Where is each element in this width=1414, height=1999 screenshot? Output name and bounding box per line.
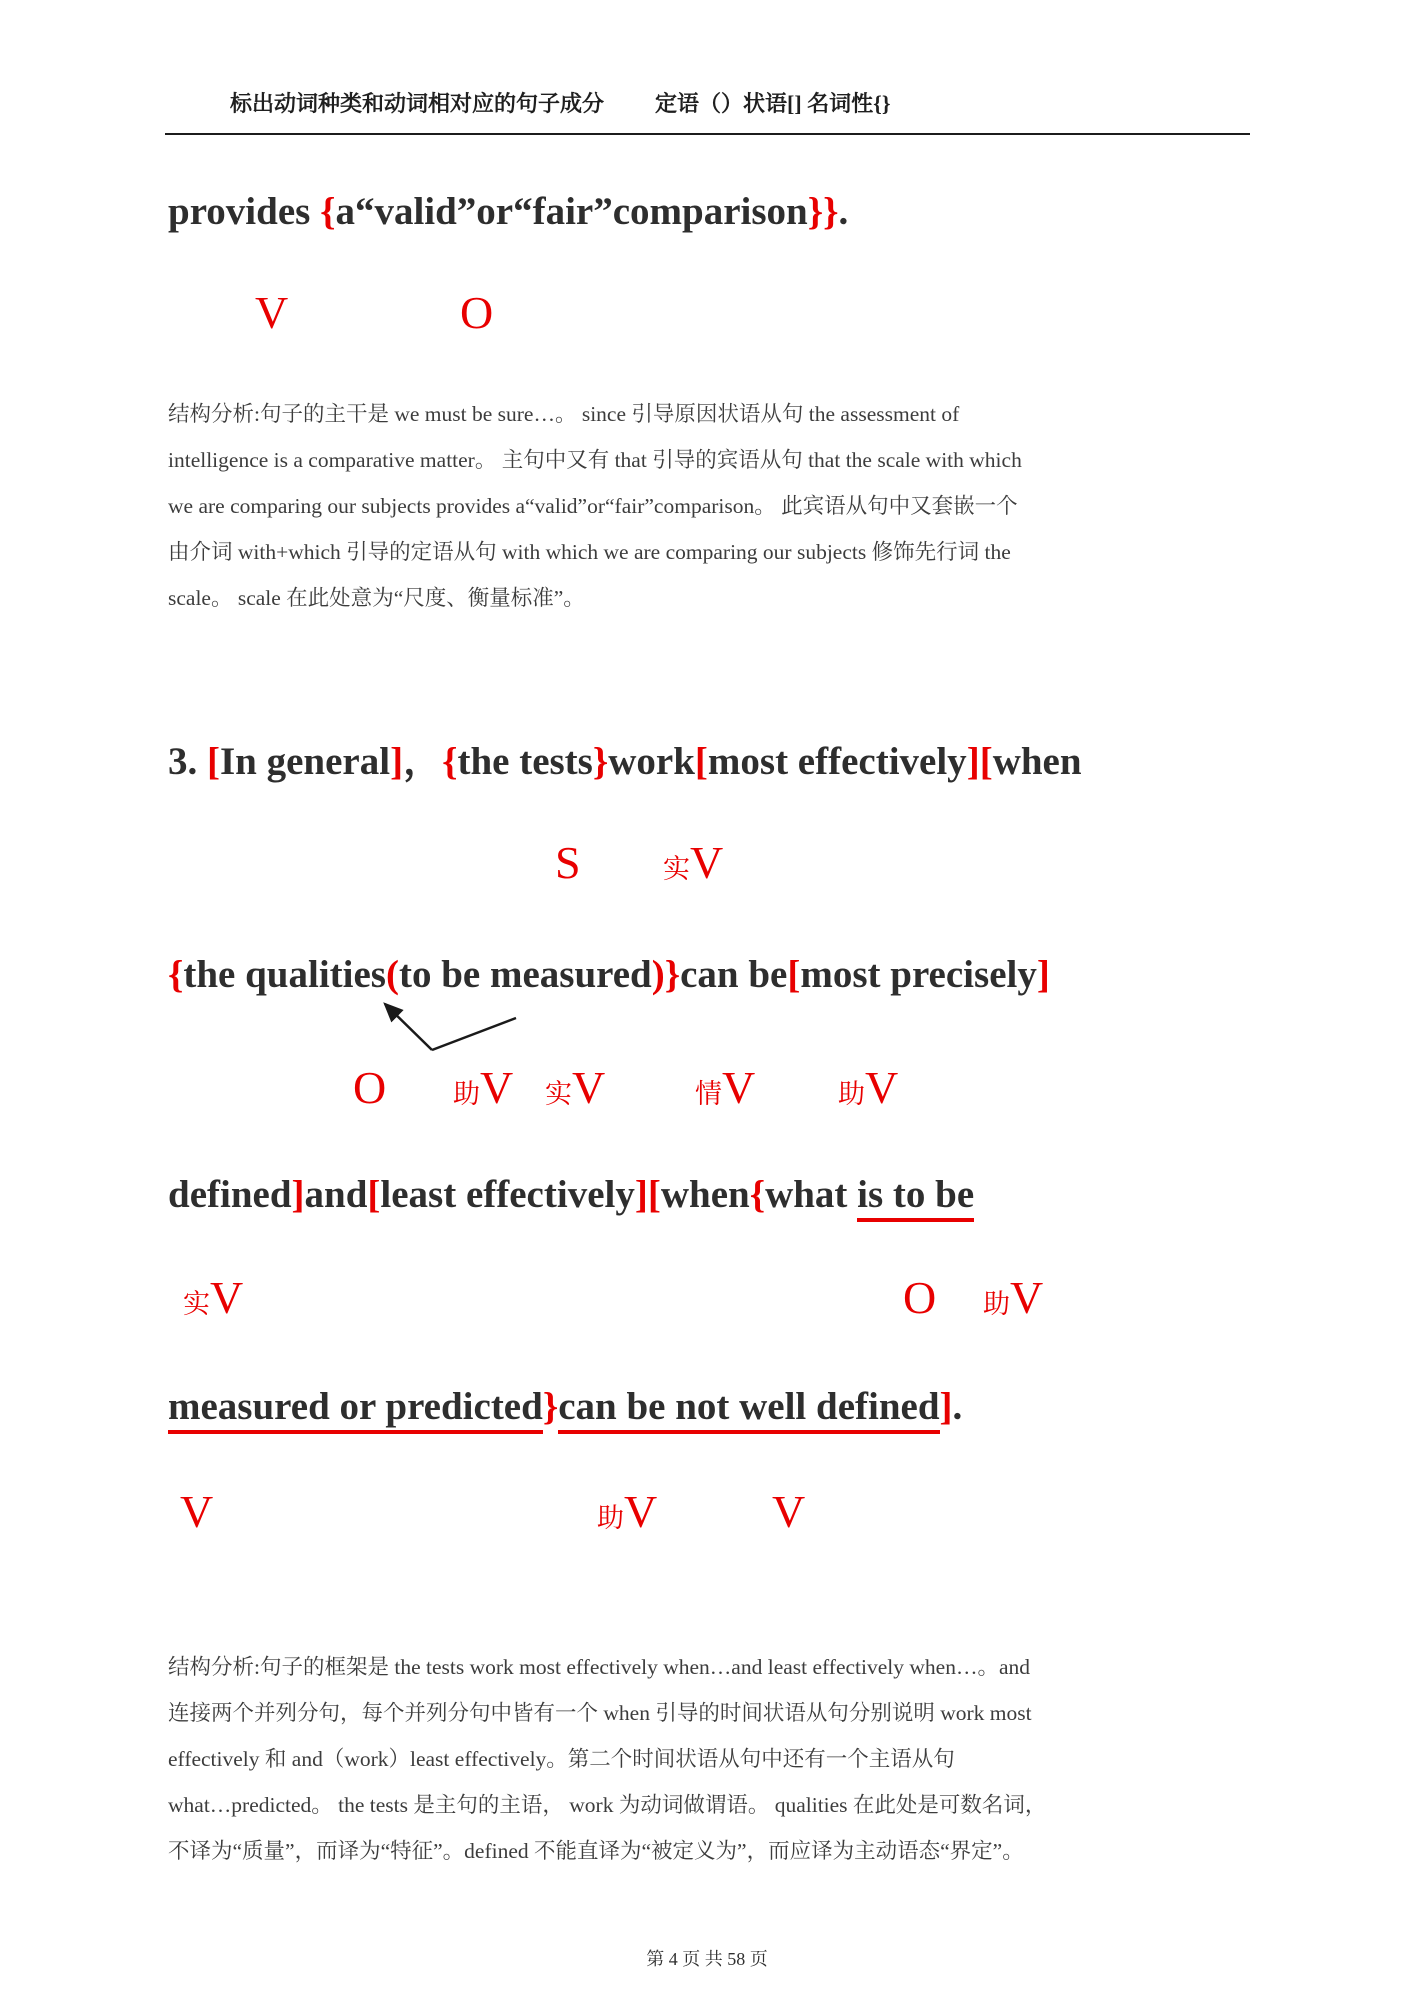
analysis-line: 由介词 with+which 引导的定语从句 with which we are comparing our subjects 修饰先行词 the <box>168 540 1011 564</box>
sentence-provides-line <box>168 188 848 236</box>
modal-verb-label: 情V <box>695 1062 756 1113</box>
text-segment: a“valid”or“fair”comparison <box>335 190 808 233</box>
text-segment: can be <box>680 953 788 996</box>
analysis-line: 不译为“质量”，而译为“特征”。defined 不能直译为“被定义为”，而应译为主动语态“界定”。 <box>168 1839 1024 1863</box>
sentence3-line4 <box>168 1383 962 1431</box>
object-label: O <box>353 1062 387 1113</box>
bracket-marker: ] <box>390 740 404 783</box>
object-label: O <box>903 1272 937 1323</box>
analysis-line: 结构分析:句子的框架是 the tests work most effectively when…and least effectively when…。and <box>168 1655 1031 1679</box>
bracket-marker: { <box>320 190 336 233</box>
structure-analysis-1 <box>168 391 1253 621</box>
bracket-marker: [ <box>787 953 801 996</box>
auxiliary-verb-label: 助V <box>597 1486 658 1537</box>
header-legend: 定语（）状语[] 名词性{} <box>655 91 891 116</box>
analysis-line: scale。 scale 在此处意为“尺度、衡量标准”。 <box>168 586 585 610</box>
sentence3-line2 <box>168 951 1050 999</box>
bracket-marker: ] <box>939 1385 953 1428</box>
sentence3-line1 <box>168 738 1082 786</box>
text-segment: what <box>765 1173 858 1216</box>
object-label: O <box>460 287 494 338</box>
bracket-marker: }} <box>807 190 839 233</box>
text-segment: when <box>660 1173 750 1216</box>
analysis-line: we are comparing our subjects provides a“valid”or“fair”comparison。 此宾语从句中又套嵌一个 <box>168 494 1018 518</box>
bracket-marker: [ <box>207 740 220 783</box>
text-segment: can be not well defined <box>558 1385 939 1434</box>
text-segment: . <box>838 190 849 233</box>
text-segment: the tests <box>457 740 593 783</box>
content-verb-label: 实V <box>545 1062 606 1113</box>
auxiliary-verb-label: 助V <box>838 1062 899 1113</box>
bracket-marker: { <box>749 1173 766 1216</box>
verb-label: V <box>255 287 289 338</box>
content-verb-label: 实V <box>183 1272 244 1323</box>
text-segment: the qualities <box>183 953 386 996</box>
text-segment: is to be <box>857 1173 974 1222</box>
text-segment: most precisely <box>800 953 1037 996</box>
analysis-line: intelligence is a comparative matter。 主句中又有 that 引导的宾语从句 that the scale with which <box>168 448 1022 472</box>
bracket-marker: ] <box>966 740 980 783</box>
text-segment: 3. <box>168 740 207 783</box>
bracket-marker: [ <box>647 1173 661 1216</box>
bracket-marker: } <box>542 1385 559 1428</box>
text-segment: . <box>952 1385 963 1428</box>
bracket-marker: } <box>592 740 609 783</box>
text-segment: to be measured <box>398 953 652 996</box>
verb-label: V <box>180 1486 214 1537</box>
bracket-marker: { <box>442 740 458 783</box>
bracket-marker: [ <box>694 740 708 783</box>
structure-analysis-2 <box>168 1644 1253 1874</box>
bracket-marker: [ <box>979 740 993 783</box>
verb-type-label: 实V <box>663 837 724 888</box>
text-segment: defined <box>168 1173 292 1216</box>
bracket-marker: ] <box>1036 953 1050 996</box>
auxiliary-verb-label: 助V <box>983 1272 1044 1323</box>
analysis-line: effectively 和 and（work）least effectively。第二个时间状语从句中还有一个主语从句 <box>168 1747 955 1771</box>
header-left-title: 标出动词种类和动词相对应的句子成分 <box>230 91 605 116</box>
bracket-marker: )} <box>651 953 681 996</box>
bracket-marker: ( <box>385 953 399 996</box>
text-segment: measured or predicted <box>168 1385 543 1434</box>
annotation-arrows <box>350 990 550 1070</box>
text-segment: work <box>608 740 695 783</box>
sentence3-line3 <box>168 1171 974 1219</box>
analysis-line: what…predicted。 the tests 是主句的主语， work 为动词做谓语。 qualities 在此处是可数名词， <box>168 1793 1047 1817</box>
bracket-marker: ] <box>634 1173 648 1216</box>
bracket-marker: { <box>168 953 184 996</box>
text-segment: In general <box>220 740 391 783</box>
auxiliary-verb-label: 助V <box>453 1062 514 1113</box>
text-segment: when <box>992 740 1082 783</box>
subject-label: S <box>555 837 581 888</box>
page-number: 第 4 页 共 58 页 <box>646 1949 768 1969</box>
text-segment: least effectively <box>380 1173 635 1216</box>
header-divider <box>165 133 1250 135</box>
verb-label: V <box>772 1486 806 1537</box>
text-segment: provides <box>168 190 321 233</box>
bracket-marker: ] <box>291 1173 305 1216</box>
text-segment: most effectively <box>707 740 967 783</box>
text-segment: and <box>304 1173 368 1216</box>
analysis-line: 连接两个并列分句，每个并列分句中皆有一个 when 引导的时间状语从句分别说明 work most <box>168 1701 1032 1725</box>
text-segment: ， <box>403 740 443 783</box>
analysis-line: 结构分析:句子的主干是 we must be sure…。 since 引导原因状语从句 the assessment of <box>168 402 960 426</box>
bracket-marker: [ <box>367 1173 381 1216</box>
